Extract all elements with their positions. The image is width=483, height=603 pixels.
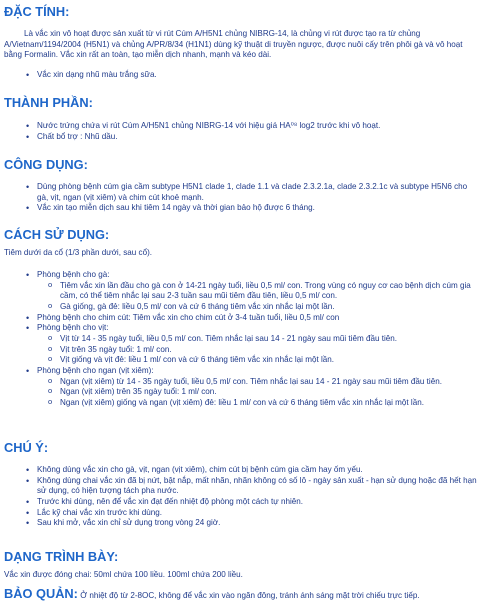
list-item: • Vắc xin dạng nhũ màu trắng sữa. [4, 70, 479, 81]
heading-cong-dung: CÔNG DỤNG: [4, 157, 88, 172]
heading-cach-su-dung: CÁCH SỬ DỤNG: [4, 227, 110, 242]
list-item: o Ngan (vịt xiêm) giống và ngan (vịt xiêm) đẻ: liều 1 ml/ con và cứ 6 tháng tiêm vắc xin nhắc lại một lần. [4, 398, 479, 409]
section-cach-su-dung [4, 229, 479, 242]
list-item: • Vắc xin tạo miễn dịch sau khi tiêm 14 ngày và thời gian bảo hộ được 6 tháng. [4, 203, 479, 214]
section-thanh-phan [4, 97, 479, 110]
chu-y-list [4, 465, 479, 529]
section-dac-tinh [4, 6, 479, 19]
list-item: • Lắc kỹ chai vắc xin trước khi dùng. [4, 508, 479, 519]
cach-su-dung-intro: Tiêm dưới da cổ (1/3 phần dưới, sau cổ). [4, 248, 153, 257]
section-dang-trinh-bay [4, 551, 479, 564]
heading-dang-trinh-bay: DẠNG TRÌNH BÀY: [4, 549, 119, 564]
list-item: • Chất bổ trợ : Nhũ dầu. [4, 132, 479, 143]
section-cong-dung [4, 159, 479, 172]
list-item: • Nước trứng chứa vi rút Cúm A/H5N1 chủng NIBRG-14 với hiệu giá HA⁰⁸ log2 trước khi vô hoạt. [4, 121, 479, 132]
heading-dac-tinh: ĐẶC TÍNH: [4, 4, 70, 19]
dang-trinh-bay-text: Vắc xin được đóng chai: 50ml chứa 100 liều. 100ml chứa 200 liều. [4, 570, 243, 579]
list-item: • Sau khi mở, vắc xin chỉ sử dụng trong vòng 24 giờ. [4, 518, 479, 529]
cong-dung-list [4, 182, 479, 214]
list-item: o Vịt giống và vịt đẻ: liều 1 ml/ con và cứ 6 tháng tiêm vắc xin nhắc lại một lần. [4, 355, 479, 366]
list-item: o Vịt từ 14 - 35 ngày tuổi, liều 0,5 ml/ con. Tiêm nhắc lại sau 14 - 21 ngày sau mũi tiêm đầu tiên. [4, 334, 479, 345]
heading-bao-quan: BẢO QUẢN: [4, 586, 78, 601]
section-chu-y [4, 442, 479, 455]
dac-tinh-paragraph: Là vắc xin vô hoạt được sản xuất từ vi rút Cúm A/H5N1 chủng NIBRG-14, là chủng vi rút được tạo ra từ chủng A/Vietnam/1194/2004 (H5N1) và chủng A/PR/8/34 (H1N1) dùng kỹ thuật di truyền ngược, được nuôi cấy trên phôi gà và vô hoạt bằng Formalin. Vắc xin rất an toàn, tạo miễn dịch nhanh, mạnh và kéo dài. [4, 29, 463, 60]
list-item: • Trước khi dùng, nên để vắc xin đạt đến nhiệt độ phòng một cách tự nhiên. [4, 497, 479, 508]
heading-thanh-phan: THÀNH PHẦN: [4, 95, 93, 110]
sub-heading-vit: • Phòng bệnh cho vịt: [4, 323, 479, 334]
list-item: • Không dùng vắc xin cho gà, vịt, ngan (vịt xiêm), chim cút bị bệnh cúm gia cầm hay ốm yếu. [4, 465, 479, 476]
list-item-chim-cut: • Phòng bệnh cho chim cút: Tiêm vắc xin cho chim cút ở 3-4 tuần tuổi, liều 0,5 ml/ con [4, 313, 479, 324]
sub-heading-ga: • Phòng bệnh cho gà: [4, 270, 479, 281]
list-item: o Gà giống, gà đẻ: liều 0,5 ml/ con và cứ 6 tháng tiêm vắc xin nhắc lại một lần. [4, 302, 479, 313]
cach-su-dung-list [4, 270, 479, 409]
list-item: o Vịt trên 35 ngày tuổi: 1 ml/ con. [4, 345, 479, 356]
list-item: o Tiêm vắc xin lần đầu cho gà con ở 14-21 ngày tuổi, liều 0,5 ml/ con. Trong vùng có nguy cơ cao bệnh dịch cúm gia cầm, có thể tiêm nhắc lại sau 2-3 tuần sau mũi tiêm đầu tiên, liều 0,5 ml/ con. [4, 281, 479, 302]
list-item: o Ngan (vịt xiêm) trên 35 ngày tuổi: 1 ml/ con. [4, 387, 479, 398]
dac-tinh-list [4, 70, 479, 81]
section-bao-quan [4, 586, 479, 603]
bao-quan-text: Ở nhiệt độ từ 2-8OC, không để vắc xin vào ngăn đông, tránh ánh sáng mặt trời chiếu trực tiếp. [80, 591, 420, 600]
list-item: o Ngan (vịt xiêm) từ 14 - 35 ngày tuổi, liều 0,5 ml/ con. Tiêm nhắc lại sau 14 - 21 ngày sau mũi tiêm đầu tiên. [4, 377, 479, 388]
list-item: • Không dùng chai vắc xin đã bị nứt, bật nắp, mất nhãn, nhãn không có số lô - ngày sản xuất - hạn sử dụng hoặc đã hết hạn sử dụng, có hiện tượng tách pha nước. [4, 476, 479, 497]
sub-heading-ngan: • Phòng bệnh cho ngan (vịt xiêm): [4, 366, 479, 377]
list-item: • Dùng phòng bệnh cúm gia cầm subtype H5N1 clade 1, clade 1.1 và clade 2.3.2.1a, clade 2.3.2.1c và subtype H5N6 cho gà, vịt, ngan (vịt xiêm) và chim cút khoẻ mạnh. [4, 182, 479, 203]
thanh-phan-list [4, 121, 479, 142]
heading-chu-y: CHÚ Ý: [4, 440, 49, 455]
